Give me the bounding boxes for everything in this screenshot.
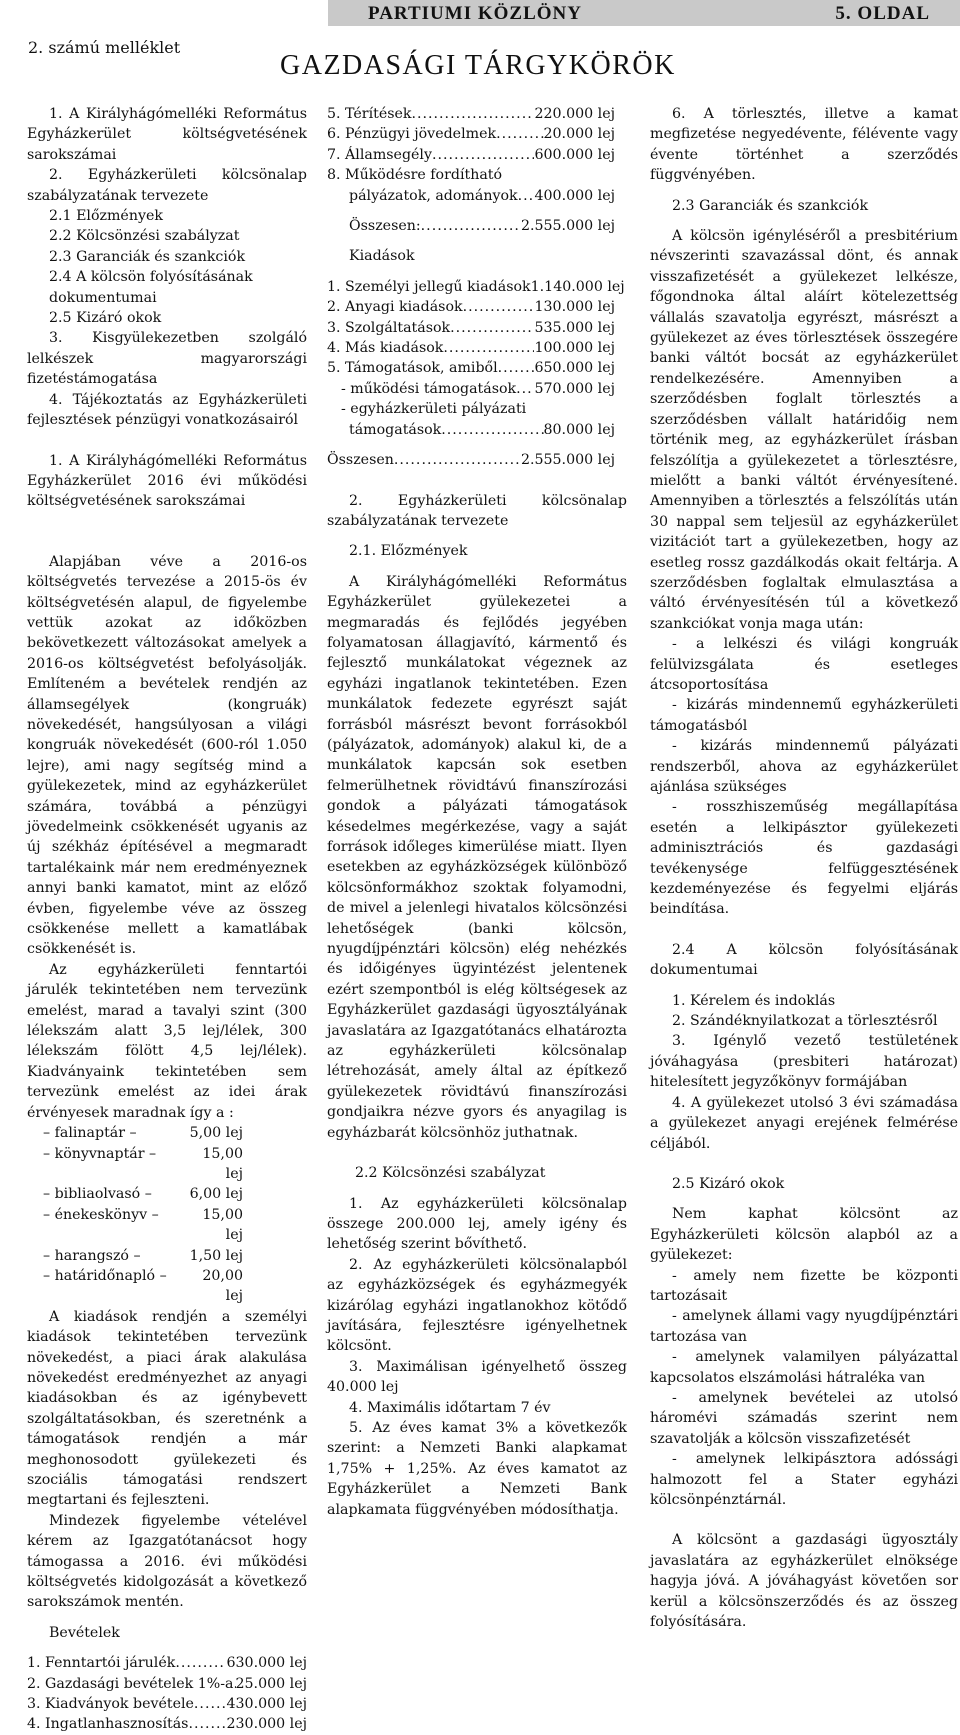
- income-heading: Bevételek: [49, 1624, 120, 1641]
- document-item: 4. A gyülekezet utolsó 3 évi számadása a gyülekezet anyagi erejének felmérése céljából.: [650, 1094, 958, 1152]
- expense-row: 4. Más kiadások ..... 100.000 lej: [327, 338, 615, 358]
- section-2-4-title: 2.4 A kölcsön folyósításának dokumentumai: [650, 941, 958, 979]
- price-list: [27, 1123, 307, 1307]
- rule-item: 5. Az éves kamat 3% a következők szerint: a Nemzeti Banki alapkamat 1,75% + 1,25%. Az éves kamatot az Egyházkerület a Nemzeti Bank alapkamata függvényében módosíthatja.: [327, 1419, 627, 1518]
- rule-item: 4. Maximális időtartam 7 év: [349, 1399, 551, 1416]
- toc-item: 2.5 Kizáró okok: [49, 310, 162, 327]
- price-row: – falinaptár – 5,00 lej: [43, 1125, 243, 1142]
- price-row: – énekeskönyv – 15,00 lej: [43, 1206, 243, 1244]
- income-row: pályázatok, adományok ..... 400.000 lej: [327, 186, 615, 206]
- expense-row: - működési támogatások ..... 570.000 lej: [327, 379, 615, 399]
- sanction-item: - a lelkészi és világi kongruák felülvizsgálata és esetleges átcsoportosítása: [650, 636, 958, 693]
- section-2-3-title: 2.3 Garanciák és szankciók: [672, 197, 869, 214]
- paragraph: Alapjában véve a 2016-os költségvetés tervezése a 2015-ös év költségvetésén alapul, de figyelembe vettük azokat az időközben bekövetkezett változásokat amelyek a 2016-os költségvetést befolyásolják. Említeném a bevételek rendjén az államsegélyek (kongruák) növekedését, hangsúlyosan a világi kongruák növekedését (600-ról 1.050 lejre), ami nagy segítség mind a gyülekezetek, mind az egyházkerület számára, továbbá a pénzügyi jövedelmeink csökkenését ugyanis az új székház építésével a megmaradt tartalékaink már nem eredményeznek annyi banki kamatot, mint az előző évben, figyelembe véve az összeg csökkenése mellett a kamatlábak csökkenését is.: [27, 553, 307, 958]
- main-title: GAZDASÁGI TÁRGYKÖRÖK: [280, 50, 676, 81]
- sanction-item: - kizárás mindennemű pályázati rendszerből, ahova az egyházkerület ajánlása szükséges: [650, 738, 958, 795]
- price-row: – bibliaolvasó – 6,00 lej: [43, 1186, 243, 1203]
- toc-item: 2.2 Kölcsönzési szabályzat: [49, 228, 240, 245]
- column-right: [650, 104, 958, 1632]
- toc-item: 1. A Királyhágómelléki Református Egyházkerület költségvetésének sarokszámai: [27, 106, 307, 163]
- toc-item: 3. Kisgyülekezetben szolgáló lelkészek magyarországi fizetéstámogatása: [27, 330, 307, 388]
- exclusion-item: - amelynek valamilyen pályázattal kapcsolatos elszámolási hátraléka van: [650, 1349, 958, 1386]
- paragraph: A Királyhágómelléki Református Egyházkerület gyülekezetei a megmaradás és fejlődés jegyében folyamatosan állagjavító, kármentő és fejlesztő munkálatokat végeznek az egyházi ingatlanok tekintetében. Ezen munkálatok fedezete egyrészt saját forrásból másrészt bevont forrásokból (pályázatok, adományok) alakul ki, de a munkálatok kapcsán sok esetben felmerülhetnek rövidtávú finanszírozási gondok a pályázati támogatások késedelmes megérkezése, vagy a saját források időleges kimerülése miatt. Ilyen esetekben az egyházközségek különböző kölcsönformákhoz szoktak folyamodni, de mivel a jelenlegi hivatalos kölcsönzési lehetőségek (banki kölcsön, nyugdíjpénztári kölcsön) elég nehézkés és időigényes ügyintézést jelentenek ezért szempontból is elég költségesek az Egyházkerület gazdasági ügyosztályának javaslatára az Igazgatótanács elhatározta az egyházkerületi kölcsönalap létrehozását, amely által az építkező gyülekezetek rövidtávú finanszírozási gondjaikra nézve gyors és anyagilag is egyházbarát kölcsönhöz juthatnak.: [327, 573, 627, 1141]
- section-2-5-title: 2.5 Kizáró okok: [672, 1175, 785, 1192]
- paragraph: Az egyházkerületi fenntartói járulék tekintetében nem tervezünk emelést, marad a tavalyi szint (300 lélekszám alatt 3,5 lej/lélek, 300 lélekszám fölött 4,5 lej/lélek). Kiadványaink tekintetében sem tervezünk emelést az idei árak érvényesek maradnak így a :: [27, 961, 307, 1121]
- income-row: 3. Kiadványok bevétele ..... 430.000 lej: [27, 1694, 307, 1714]
- annex-label: 2. számú melléklet: [28, 38, 181, 57]
- section-2-title: 2. Egyházkerületi kölcsönalap szabályzatának tervezete: [327, 492, 627, 529]
- expense-row-label: - egyházkerületi pályázati: [341, 401, 527, 418]
- toc-item: 2.1 Előzmények: [49, 208, 163, 225]
- toc-item: 2.3 Garanciák és szankciók: [49, 248, 246, 265]
- sanction-item: - kizárás mindennemű egyházkerületi támogatásból: [650, 697, 958, 734]
- section-1-title: 1. A Királyhágómelléki Református Egyházkerület 2016 évi működési költségvetésének sarokszámai: [27, 452, 307, 510]
- paragraph: A kiadások rendjén a személyi kiadások tekintetében tervezünk növekedést, a piaci árak alakulása növekedést eredményezhet az anyagi kiadásokban és az igénybevett szolgáltatásokban, és szeretnénk a támogatások rendjén a már meghonosodott gyülekezeti és szociális támogatási rendszert megtartani és fejleszteni.: [27, 1308, 307, 1509]
- page-number: 5. OLDAL: [835, 3, 930, 24]
- sanction-item: - rosszhiszeműség megállapítása esetén a lelkipásztor gyülekezeti adminisztrációs és gazdasági tevékenysége felfüggesztésének kezdeményezése és fegyelmi eljárás beindítása.: [650, 799, 958, 918]
- income-row: 2. Gazdasági bevételek 1%-a ..... 25.000 lej: [27, 1674, 307, 1694]
- expense-row: 1. Személyi jellegű kiadások 1.140.000 lej: [327, 278, 625, 295]
- income-row: 7. Államsegély ..... 600.000 lej: [327, 145, 615, 165]
- expenses-heading: Kiadások: [349, 248, 415, 265]
- income-total: Összesen: ..... 2.555.000 lej: [327, 216, 615, 236]
- rule-item: 1. Az egyházkerületi kölcsönalap összege 200.000 lej, amely igény és lehetőség szerint bővíthető.: [327, 1195, 627, 1253]
- toc-item: 2. Egyházkerületi kölcsönalap szabályzatának tervezete: [27, 167, 307, 204]
- income-row-label: 8. Működésre fordítható: [327, 167, 503, 184]
- column-left: [27, 104, 307, 1735]
- document-item: 3. Igénylő vezető testületének jóváhagyása (presbiteri határozat) hitelesített jegyzőkönyv formájában: [650, 1033, 958, 1091]
- rule-item: 6. A törlesztés, illetve a kamat megfizetése negyedévente, félévente vagy évente történhet a szerződés függvényében.: [650, 106, 958, 184]
- income-row: 6. Pénzügyi jövedelmek ..... 20.000 lej: [327, 124, 615, 144]
- paragraph: Mindezek figyelembe vételével kérem az Igazgatótanácsot hogy támogassa a 2016. évi működési költségvetés kidolgozását a következő sarokszámok mentén.: [27, 1512, 307, 1611]
- exclusion-item: - amelynek állami vagy nyugdíjpénztári tartozása van: [650, 1308, 958, 1345]
- closing-paragraph: A kölcsönt a gazdasági ügyosztály javaslatára az egyházkerület elnöksége hagyja jóvá. A jóváhagyást követően sor kerül a kölcsönszerződés és az összeg folyósítására.: [650, 1532, 958, 1631]
- publication-title: PARTIUMI KÖZLÖNY: [368, 3, 582, 24]
- document-item: 2. Szándéknyilatkozat a törlesztésről: [672, 1013, 938, 1030]
- expense-row: 3. Szolgáltatások ..... 535.000 lej: [327, 318, 615, 338]
- price-row: – harangszó – 1,50 lej: [43, 1247, 243, 1264]
- exclusion-item: - amelynek bevételei az utolsó háromévi számadás szerint nem szavatolják a kölcsön visszafizetését: [650, 1389, 958, 1447]
- exclusion-item: - amely nem fizette be központi tartozásait: [650, 1267, 958, 1304]
- exclusion-item: - amelynek lelkipásztora adóssági halmozott fel a Stater egyházi kölcsönpénztárnál.: [650, 1451, 958, 1508]
- column-middle: [327, 104, 627, 1520]
- section-2-2-title: 2.2 Kölcsönzési szabályzat: [355, 1165, 546, 1182]
- section-2-1-title: 2.1. Előzmények: [349, 543, 468, 560]
- expense-row: 2. Anyagi kiadások ..... 130.000 lej: [327, 297, 615, 317]
- rule-item: 2. Az egyházkerületi kölcsönalapból az egyházközségek és egyházmegyék kizárólag egyházi ingatlanokhoz kötődő javítására, fejlesztésre igényelhetnek kölcsönt.: [327, 1256, 627, 1355]
- paragraph: A kölcsön igényléséről a presbitérium névszerinti szavazással dönt, és annak visszafizetését a gyülekezet lelkésze, főgondnoka által aláírt kötelezettség vállalás szavatolja egyrészt, másrészt a gyülekezet az éves törlesztések összegére banki váltót bocsát az egyházkerület rendelkezésére. Amennyiben a szerződésben foglalt törlesztés a szerződésben vállalt határidőig nem történik meg, az egyházkerület írásban felszólítja a gyülekezetet a törlesztésre, mielőtt a banki váltót érvényesítené. Amennyiben a törlesztés a felszólítás után 30 nappal sem teljesül az egyházkerület vizitációt tart a gyülekezetben, hogy az esetleg rossz gazdálkodás okait feltárja. A szerződésben foglaltak elmulasztása a váltó érvényesítésén túl a következő szankciókat vonja maga után:: [650, 228, 958, 632]
- income-row: 5. Térítések ..... 220.000 lej: [327, 104, 615, 124]
- income-row: 4. Ingatlanhasznosítás ..... 230.000 lej: [27, 1714, 307, 1734]
- income-row: 1. Fenntartói járulék ..... 630.000 lej: [27, 1653, 307, 1673]
- expense-total: Összesen ..... 2.555.000 lej: [327, 450, 615, 470]
- price-row: – könyvnaptár – 15,00 lej: [43, 1145, 243, 1182]
- toc-item: 4. Tájékoztatás az Egyházkerületi fejlesztések pénzügyi vonatkozásairól: [27, 391, 307, 429]
- paragraph: Nem kaphat kölcsönt az Egyházkerületi kölcsön alapból az a gyülekezet:: [650, 1206, 958, 1264]
- header-bar: [328, 0, 960, 26]
- toc-item: 2.4 A kölcsön folyósításának dokumentumai: [49, 269, 253, 306]
- price-row: – határidőnapló – 20,00 lej: [43, 1267, 243, 1305]
- expense-row: támogatások ..... 80.000 lej: [327, 420, 615, 440]
- document-item: 1. Kérelem és indoklás: [672, 992, 836, 1009]
- rule-item: 3. Maximálisan igényelhető összeg 40.000 lej: [327, 1358, 627, 1396]
- expense-row: 5. Támogatások, amiből ..... 650.000 lej: [327, 358, 615, 378]
